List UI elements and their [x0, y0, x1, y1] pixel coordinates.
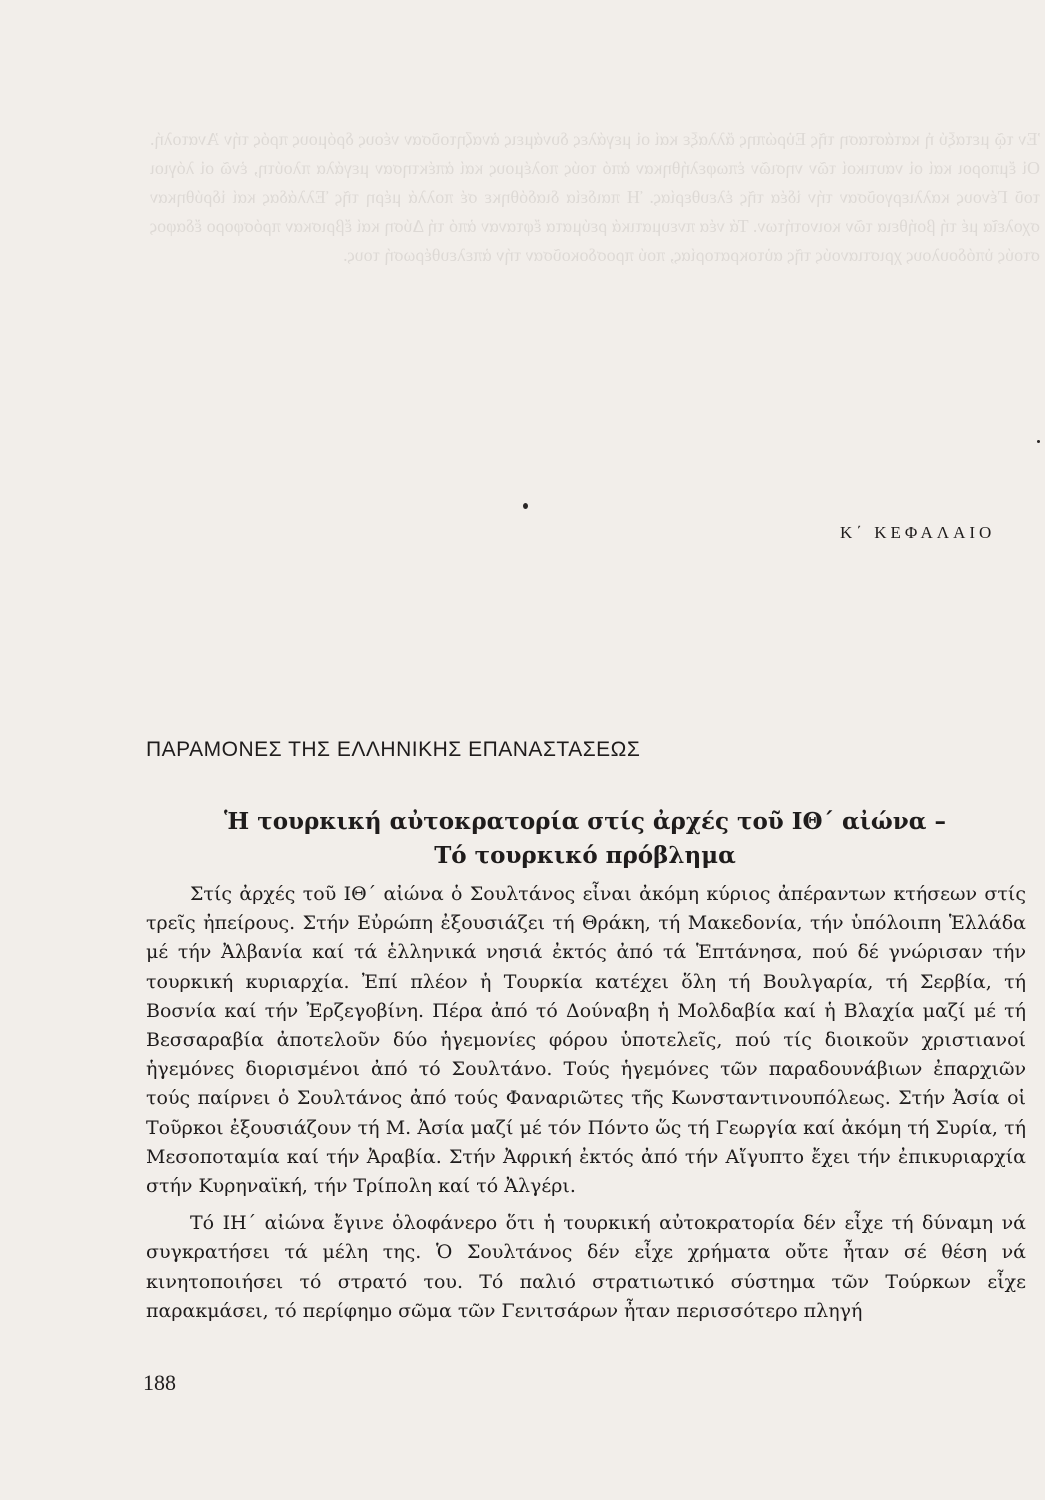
section-title [150, 805, 1020, 873]
chapter-heading: Κ΄ ΚΕΦΑΛΑΙΟ [840, 523, 996, 542]
ink-speck [523, 503, 528, 509]
body-text [146, 880, 1026, 1326]
page-number: 188 [143, 1370, 176, 1395]
section-title-line-2: Τό τουρκικό πρόβλημα [434, 842, 736, 869]
section-title-line-1: Ἡ τουρκική αὐτοκρατορία στίς ἀρχές τοῦ ΙΘ΄ αἰώνα – [224, 808, 946, 835]
paragraph-2: Τό ΙΗ΄ αἰώνα ἔγινε ὁλοφάνερο ὅτι ἡ τουρκική αὐτοκρατορία δέν εἶχε τή δύναμη νά συγκρατήσει τά μέλη της. Ὁ Σουλτάνος δέν εἶχε χρήματα οὔτε ἦταν σέ θέση νά κινητοποιήσει τό στρατό του. Τό παλιό στρατιωτικό σύστημα τῶν Τούρκων εἶχε παρακμάσει, τό περίφημο σῶμα τῶν Γενιτσάρων ἦταν περισσότερο πληγή [146, 1212, 1026, 1322]
part-title: ΠΑΡΑΜΟΝΕΣ ΤΗΣ ΕΛΛΗΝΙΚΗΣ ΕΠΑΝΑΣΤΑΣΕΩΣ [146, 738, 641, 761]
paragraph-1: Στίς ἀρχές τοῦ ΙΘ΄ αἰώνα ὁ Σουλτάνος εἶναι ἀκόμη κύριος ἀπέραντων κτήσεων στίς τρεῖς ἠπείρους. Στήν Εὐρώπη ἐξουσιάζει τή Θράκη, τή Μακεδονία, τήν ὑπόλοιπη Ἑλλάδα μέ τήν Ἀλβανία καί τά ἑλληνικά νησιά ἐκτός ἀπό τά Ἑπτάνησα, πού δέ γνώρισαν τήν τουρκική κυριαρχία. Ἐπί πλέον ἡ Τουρκία κατέχει ὅλη τή Βουλγαρία, τή Σερβία, τή Βοσνία καί τήν Ἐρζεγοβίνη. Πέρα ἀπό τό Δούναβη ἡ Μολδαβία καί ἡ Βλαχία μαζί μέ τή Βεσσαραβία ἀποτελοῦν δύο ἡγεμονίες φόρου ὑποτελεῖς, πού τίς διοικοῦν χριστιανοί ἡγεμόνες διορισμένοι ἀπό τό Σουλτάνο. Τούς ἡγεμόνες τῶν παραδουνάβιων ἐπαρχιῶν τούς παίρνει ὁ Σουλτάνος ἀπό τούς Φαναριῶτες τῆς Κωνσταντινουπόλεως. Στήν Ἀσία οἱ Τοῦρκοι ἐξουσιάζουν τή Μ. Ἀσία μαζί μέ τόν Πόντο ὥς τή Γεωργία καί ἀκόμη τή Συρία, τή Μεσοποταμία καί τήν Ἀραβία. Στήν Ἀφρική ἐκτός ἀπό τήν Αἴγυπτο ἔχει τήν ἐπικυριαρχία στήν Κυρηναϊκή, τήν Τρίπολη καί τό Ἀλγέρι. [146, 883, 1026, 1198]
show-through-text: Ἐν τῷ μεταξύ ἡ κατάσταση τῆς Εὐρώπης ἄλλαξε καί οἱ μεγάλες δυνάμεις ἀναζητοῦσαν νέους δρόμους πρός τήν Ἀνατολή. Οἱ ἔμποροι καί οἱ ναυτικοί τῶν νησιῶν ἐπωφελήθηκαν ἀπό τούς πολέμους καί ἀπέκτησαν μεγάλα πλούτη, ἐνῶ οἱ λόγιοι τοῦ Γένους καλλιεργοῦσαν τήν ἰδέα τῆς ἐλευθερίας. Ἡ παιδεία διαδόθηκε σέ πολλά μέρη τῆς Ἑλλάδας καί ἱδρύθηκαν σχολεῖα μέ τή βοήθεια τῶν κοινοτήτων. Τά νέα πνευματικά ρεύματα ἔφταναν ἀπό τή Δύση καί ἔβρισκαν πρόσφορο ἔδαφος στούς ὑπόδουλους χριστιανούς τῆς αὐτοκρατορίας, πού προσδοκοῦσαν τήν ἀπελευθέρωσή τους. [150, 129, 1040, 265]
ink-speck [1037, 440, 1040, 443]
